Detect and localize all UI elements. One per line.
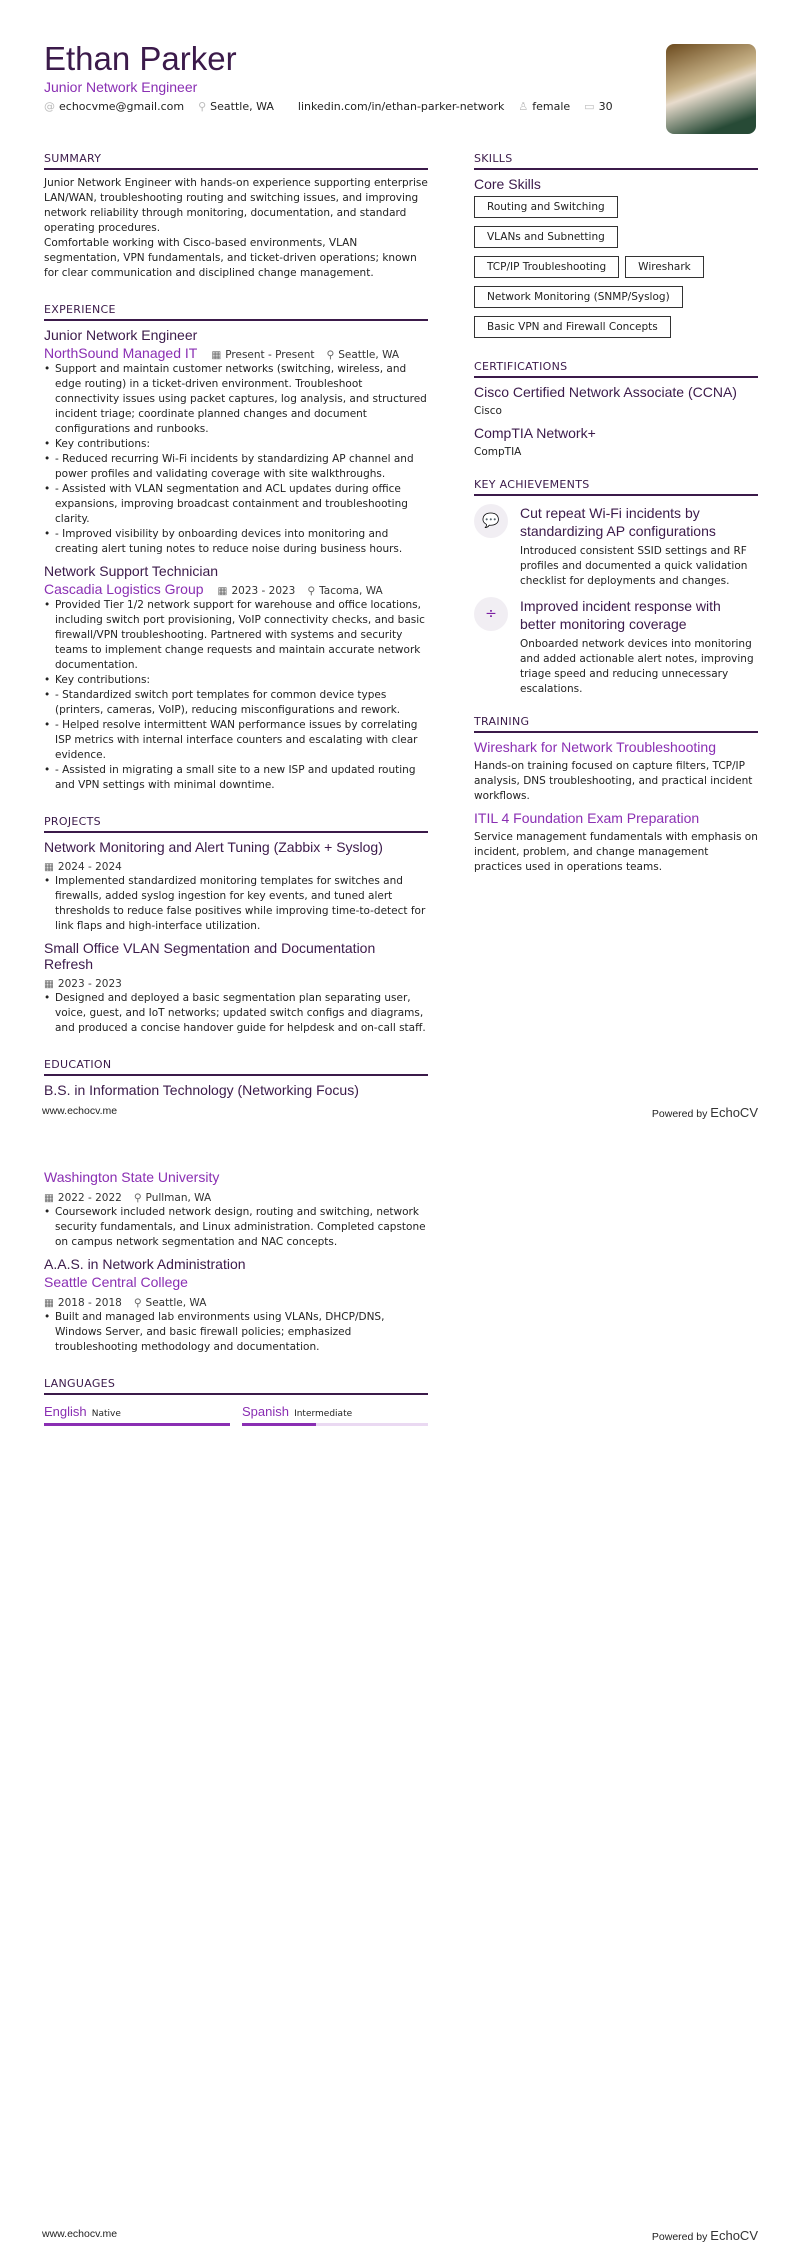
candidate-name: Ethan Parker	[44, 40, 237, 77]
bullet: • - Helped resolve intermittent WAN performance issues by correlating ISP metrics with internal interface counters and escalating with clear evidence.	[44, 718, 428, 763]
location-pin-icon: ⚲	[198, 100, 207, 113]
language-item	[44, 1401, 230, 1426]
bullet: • - Improved visibility by onboarding devices into monitoring and creating alert tuning notes to reduce noise during business hours.	[44, 527, 428, 557]
proficiency-bar	[44, 1423, 230, 1426]
email[interactable]: echocvme@gmail.com	[59, 100, 185, 113]
education-heading: EDUCATION	[44, 1058, 428, 1076]
bullet: • Designed and deployed a basic segmentation plan separating user, voice, guest, and IoT networks; updated switch configs and diagrams, and produced a concise handover guide for helpdesk and on-call staff.	[44, 991, 428, 1036]
footer-site-link[interactable]: www.echocv.me	[42, 2228, 118, 2240]
training-heading: TRAINING	[474, 715, 758, 733]
language-item	[242, 1401, 428, 1426]
experience-entry	[44, 563, 428, 793]
achievement-title: Cut repeat Wi-Fi incidents by standardizing AP configurations	[520, 505, 716, 539]
dates: 2023 - 2023	[231, 585, 296, 597]
footer-site-link[interactable]: www.echocv.me	[42, 1105, 118, 1117]
linkedin-link[interactable]: linkedin.com/in/ethan-parker-network	[297, 100, 505, 113]
calendar-icon: ▦	[217, 585, 228, 597]
location-pin-icon: ⚲	[326, 349, 335, 361]
language-name: English	[44, 1404, 87, 1419]
dates: 2023 - 2023	[57, 978, 122, 990]
calendar-icon: ▦	[44, 978, 54, 990]
calendar-icon: ▦	[44, 1192, 54, 1204]
location-pin-icon: ⚲	[133, 1297, 142, 1309]
cert-name: CompTIA Network+	[474, 425, 596, 441]
skill-tag: Basic VPN and Firewall Concepts	[474, 316, 671, 338]
cert-name: Cisco Certified Network Associate (CCNA)	[474, 384, 737, 400]
bullet: • Key contributions:	[44, 437, 428, 452]
calendar-icon: ▦	[44, 861, 54, 873]
calendar-icon: ▦	[211, 349, 222, 361]
candidate-title: Junior Network Engineer	[44, 79, 198, 95]
training-text: Service management fundamentals with emphasis on incident, problem, and change management practices used in operations teams.	[474, 831, 758, 873]
achievement-item	[474, 504, 758, 589]
brand-logo: EchoCV	[710, 2228, 758, 2243]
company: Cascadia Logistics Group	[44, 581, 204, 597]
training-title: Wireshark for Network Troubleshooting	[474, 739, 716, 755]
skill-tag: Network Monitoring (SNMP/Syslog)	[474, 286, 683, 308]
location: Seattle, WA	[338, 349, 400, 361]
proficiency-fill	[44, 1423, 230, 1426]
page-footer	[42, 2228, 758, 2243]
skill-tag: TCP/IP Troubleshooting	[474, 256, 619, 278]
at-icon: @	[44, 100, 55, 113]
dates: 2018 - 2018	[57, 1297, 122, 1309]
profile-photo	[666, 44, 756, 134]
powered-by: Powered by	[651, 1108, 708, 1120]
skill-tag: Wireshark	[625, 256, 704, 278]
achievement-text: Onboarded network devices into monitoring and added actionable alert notes, improving triage speed and reducing unnecessary escalations.	[520, 638, 754, 695]
project-entry	[44, 940, 428, 1036]
brand-logo: EchoCV	[710, 1105, 758, 1120]
project-title: Network Monitoring and Alert Tuning (Zabbix + Syslog)	[44, 839, 383, 855]
page-2	[0, 1123, 794, 2246]
summary-text: Comfortable working with Cisco-based environments, VLAN segmentation, VPN fundamentals, and ticket-driven operations; known for clear communication and disciplined change management.	[44, 237, 417, 279]
proficiency-fill	[242, 1423, 316, 1426]
summary-heading: SUMMARY	[44, 152, 428, 170]
bullet: • Implemented standardized monitoring templates for switches and firewalls, added syslog ingestion for key events, and tuned alert thresholds to reduce false positives while improving time-to-detect for link flaps and high-interface utilization.	[44, 874, 428, 934]
school: Seattle Central College	[44, 1274, 188, 1290]
projects-heading: PROJECTS	[44, 815, 428, 833]
skills-heading: SKILLS	[474, 152, 758, 170]
bullet: • - Assisted in migrating a small site to a new ISP and updated routing and VPN settings with minimal downtime.	[44, 763, 428, 793]
skill-group: Core Skills	[474, 176, 541, 192]
skill-tag: VLANs and Subnetting	[474, 226, 618, 248]
bullet: • Built and managed lab environments using VLANs, DHCP/DNS, Windows Server, and basic firewall policies; emphasized troubleshooting methodology and documentation.	[44, 1310, 428, 1355]
bullet: • Provided Tier 1/2 network support for warehouse and office locations, including switch port provisioning, VoIP connectivity checks, and basic firewall/VPN troubleshooting. Partnered with systems and security teams to implement change requests and maintain accurate network documentation.	[44, 598, 428, 673]
achievement-item	[474, 597, 758, 697]
training-title: ITIL 4 Foundation Exam Preparation	[474, 810, 700, 826]
bullet: • - Standardized switch port templates for common device types (printers, cameras, VoIP), reducing misconfigurations and rework.	[44, 688, 428, 718]
calendar-icon: ▦	[44, 1297, 54, 1309]
bullet: • Support and maintain customer networks (switching, wireless, and edge routing) in a ticket-driven environment. Troubleshoot connectivity issues using packet captures, log analysis, and structured incident triage; coordinate planned changes and document configurations and runbooks.	[44, 362, 428, 437]
language-level: Native	[91, 1409, 121, 1419]
person-icon: ♙	[518, 100, 529, 113]
location: Seattle, WA	[210, 100, 274, 113]
degree: B.S. in Information Technology (Networking Focus)	[44, 1082, 359, 1098]
location: Tacoma, WA	[319, 585, 383, 597]
experience-heading: EXPERIENCE	[44, 303, 428, 321]
bullet: • - Reduced recurring Wi-Fi incidents by standardizing AP channel and power profiles and validating coverage with site walkthroughs.	[44, 452, 428, 482]
bullet: • - Assisted with VLAN segmentation and ACL updates during office expansions, improving broadcast containment and troubleshooting clarity.	[44, 482, 428, 527]
company: NorthSound Managed IT	[44, 345, 198, 361]
age: 30	[598, 100, 613, 113]
contact-row	[44, 100, 613, 113]
right-column	[474, 138, 758, 875]
dates: 2022 - 2022	[57, 1192, 122, 1204]
skill-tag: Routing and Switching	[474, 196, 618, 218]
dates: Present - Present	[225, 349, 315, 361]
summary-text: Junior Network Engineer with hands-on experience supporting enterprise LAN/WAN, troubleshooting routing and switching issues, and improving network reliability through monitoring, documentation, and standard operating procedures.	[44, 177, 428, 234]
cert-issuer: CompTIA	[474, 446, 522, 458]
left-column	[44, 138, 428, 1098]
language-level: Intermediate	[294, 1409, 353, 1419]
achievement-title: Improved incident response with better monitoring coverage	[520, 598, 721, 632]
location-pin-icon: ⚲	[133, 1192, 142, 1204]
training-text: Hands-on training focused on capture filters, TCP/IP analysis, DNS troubleshooting, and practical incident workflows.	[474, 760, 753, 802]
bullet: • Coursework included network design, routing and switching, network security fundamentals, and Linux administration. Completed capstone on campus network segmentation and NAC concepts.	[44, 1205, 428, 1250]
page-footer	[42, 1105, 758, 1120]
project-entry	[44, 839, 428, 934]
language-name: Spanish	[242, 1404, 289, 1419]
location: Pullman, WA	[145, 1192, 212, 1204]
location-pin-icon: ⚲	[307, 585, 316, 597]
powered-by: Powered by	[651, 2231, 708, 2243]
proficiency-bar	[242, 1423, 428, 1426]
languages-heading: LANGUAGES	[44, 1377, 428, 1395]
bullet: • Key contributions:	[44, 673, 428, 688]
left-column	[44, 1167, 428, 1426]
job-title: Junior Network Engineer	[44, 327, 198, 343]
degree: A.A.S. in Network Administration	[44, 1256, 246, 1272]
chat-icon: 💬	[474, 504, 508, 538]
achievement-text: Introduced consistent SSID settings and RF profiles and documented a quick validation checklist for deployments and changes.	[520, 545, 748, 587]
experience-entry	[44, 327, 428, 557]
divide-icon: ÷	[474, 597, 508, 631]
cert-issuer: Cisco	[474, 405, 502, 417]
achievements-heading: KEY ACHIEVEMENTS	[474, 478, 758, 496]
project-title: Small Office VLAN Segmentation and Documentation Refresh	[44, 940, 376, 972]
job-title: Network Support Technician	[44, 563, 219, 579]
certifications-heading: CERTIFICATIONS	[474, 360, 758, 378]
gender: female	[532, 100, 571, 113]
school: Washington State University	[44, 1169, 220, 1185]
dates: 2024 - 2024	[57, 861, 122, 873]
location: Seattle, WA	[145, 1297, 207, 1309]
calendar-icon: ▭	[584, 100, 595, 113]
